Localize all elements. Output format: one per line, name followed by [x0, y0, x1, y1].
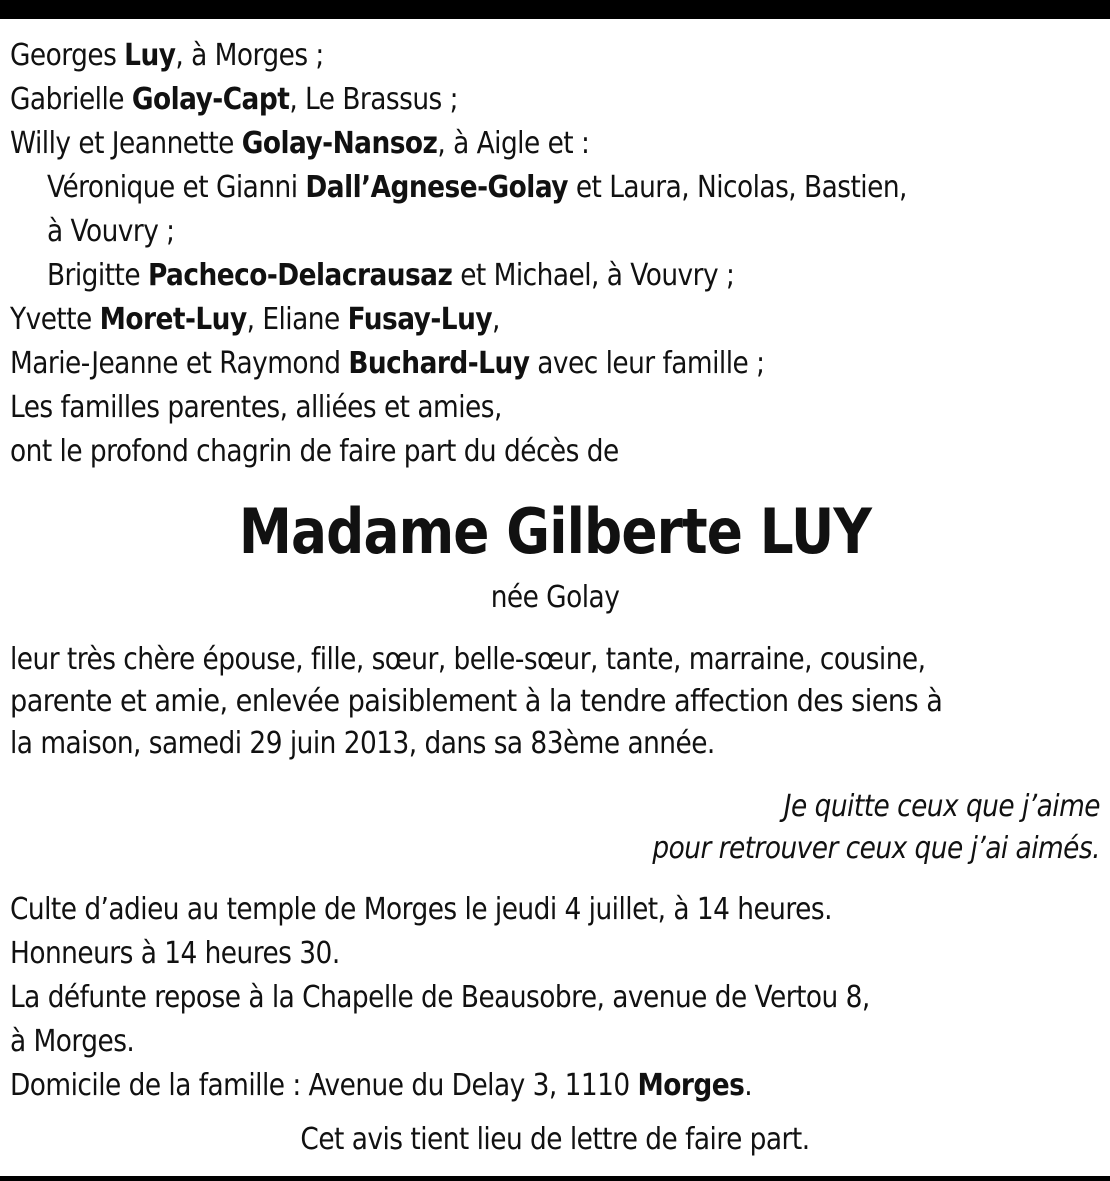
family-text: Willy et Jeannette: [10, 126, 242, 161]
service-line: à Morges.: [10, 1024, 135, 1059]
family-line: [10, 342, 969, 386]
family-text: ,: [492, 302, 500, 337]
family-text: Véronique et Gianni: [46, 170, 306, 205]
family-surname: Golay-Capt: [131, 82, 290, 117]
family-surname: Moret-Luy: [99, 302, 247, 337]
family-text: ont le profond chagrin de faire part du décès de: [10, 434, 619, 469]
family-text: , Le Brassus ;: [289, 82, 459, 117]
epitaph-quote: [400, 786, 1100, 870]
family-line: [10, 166, 969, 210]
family-line: [10, 298, 969, 342]
family-surname: Buchard-Luy: [348, 346, 530, 381]
family-text: Yvette: [10, 302, 100, 337]
family-surname: Fusay-Luy: [347, 302, 493, 337]
family-text: Marie-Jeanne et Raymond: [10, 346, 349, 381]
description-line: leur très chère épouse, fille, sœur, belle-sœur, tante, marraine, cousine,: [10, 642, 926, 677]
family-text: , à Morges ;: [175, 38, 324, 73]
family-surname: Golay-Nansoz: [241, 126, 438, 161]
maiden-name: née Golay: [490, 580, 620, 615]
family-text: à Vouvry ;: [46, 214, 175, 249]
family-surname: Dall’Agnese-Golay: [305, 170, 568, 205]
family-address: [10, 1064, 969, 1108]
address-text: Domicile de la famille : Avenue du Delay 3, 1110: [10, 1068, 638, 1103]
description-line: parente et amie, enlevée paisiblement à la tendre affection des siens à: [10, 684, 943, 719]
family-list: [10, 34, 1100, 474]
family-text: Georges: [10, 38, 125, 73]
bottom-rule: [0, 1176, 1110, 1181]
family-line: [10, 122, 969, 166]
address-text: .: [744, 1068, 753, 1103]
service-line: La défunte repose à la Chapelle de Beausobre, avenue de Vertou 8,: [10, 980, 870, 1015]
description-line: la maison, samedi 29 juin 2013, dans sa 83ème année.: [10, 726, 715, 761]
family-text: et Laura, Nicolas, Bastien,: [567, 170, 907, 205]
quote-line: pour retrouver ceux que j’ai aimés.: [652, 831, 1100, 866]
family-surname: Luy: [124, 38, 176, 73]
family-text: avec leur famille ;: [529, 346, 765, 381]
closing-note: Cet avis tient lieu de lettre de faire part.: [300, 1122, 810, 1157]
family-line: [10, 78, 969, 122]
service-line: Honneurs à 14 heures 30.: [10, 936, 340, 971]
family-text: Les familles parentes, alliées et amies,: [10, 390, 502, 425]
address-city: Morges: [637, 1068, 745, 1103]
deceased-name: Madame Gilberte LUY: [238, 495, 872, 568]
family-line: [10, 386, 969, 430]
family-text: , à Aigle et :: [437, 126, 590, 161]
family-line: [10, 210, 969, 254]
family-text: Brigitte: [46, 258, 148, 293]
description-paragraph: [10, 639, 1100, 765]
service-details: [10, 888, 1100, 1108]
family-text: et Michael, à Vouvry ;: [452, 258, 735, 293]
family-line: [10, 430, 969, 474]
top-rule: [0, 0, 1110, 19]
family-line: [10, 254, 969, 298]
quote-line: Je quitte ceux que j’aime: [783, 789, 1100, 824]
family-surname: Pacheco-Delacrausaz: [147, 258, 453, 293]
family-line: [10, 34, 969, 78]
family-text: , Eliane: [246, 302, 348, 337]
service-line: Culte d’adieu au temple de Morges le jeudi 4 juillet, à 14 heures.: [10, 892, 832, 927]
family-text: Gabrielle: [10, 82, 132, 117]
